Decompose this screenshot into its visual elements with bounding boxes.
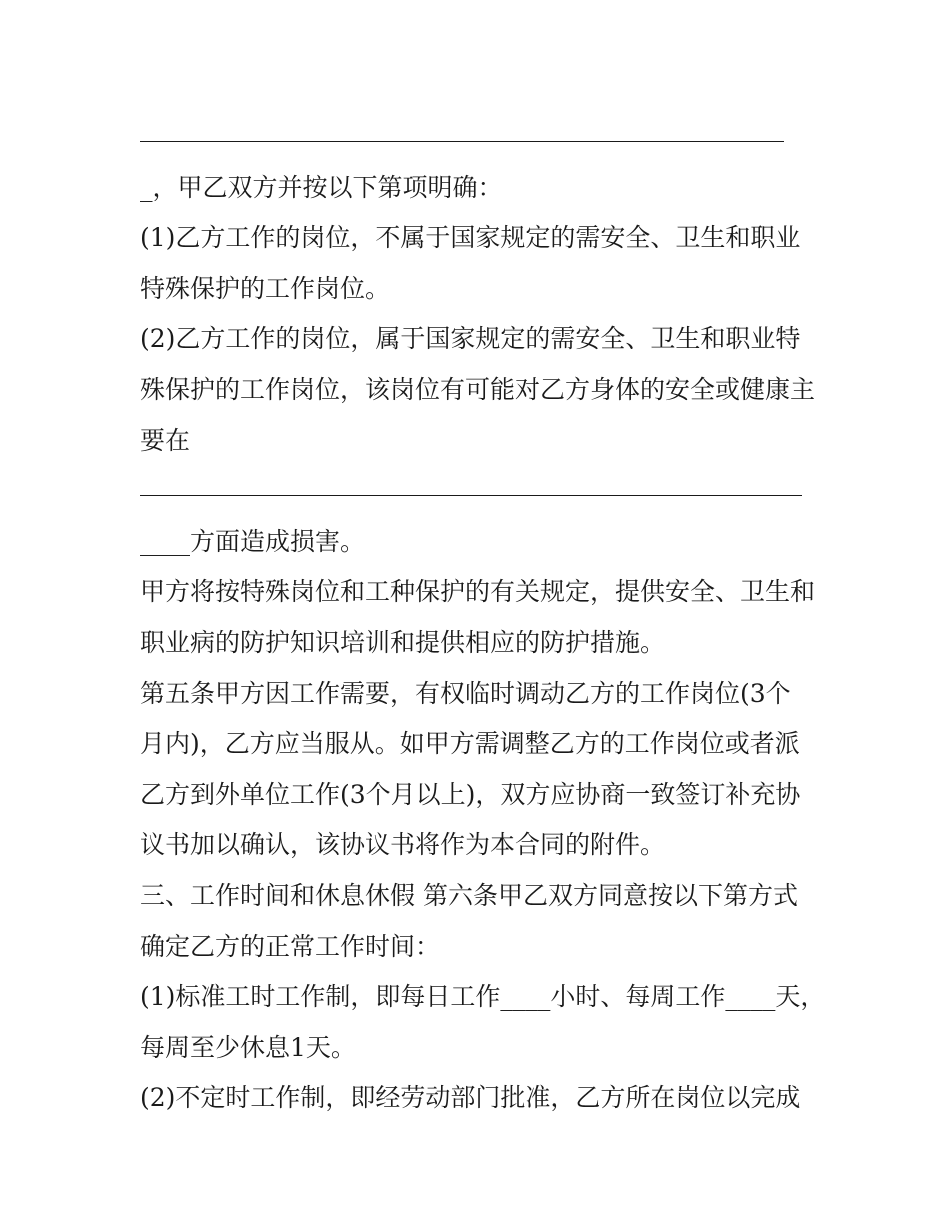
document-line: (1)乙方工作的岗位，不属于国家规定的需安全、卫生和职业 [140,223,801,253]
document-line: 三、工作时间和休息休假 第六条甲乙双方同意按以下第方式 [140,880,798,910]
document-line: 殊保护的工作岗位，该岗位有可能对乙方身体的安全或健康主 [140,374,816,404]
underline-bar [140,495,802,496]
document-line: 特殊保护的工作岗位。 [140,273,391,303]
document-line: 乙方到外单位工作(3个月以上)，双方应协商一致签订补充协 [140,779,801,809]
document-line: 每周至少休息1天。 [140,1032,356,1062]
document-line: 甲方将按特殊岗位和工种保护的有关规定，提供安全、卫生和 [140,577,816,607]
document-line: (2)不定时工作制，即经劳动部门批准，乙方所在岗位以完成 [140,1083,801,1113]
document-line: (2)乙方工作的岗位，属于国家规定的需安全、卫生和职业特 [140,324,801,354]
blank-fill-rule [140,112,830,163]
document-line: 要在 [140,425,191,455]
document-line: ____方面造成损害。 [140,526,366,556]
document-line: 月内)，乙方应当服从。如甲方需调整乙方的工作岗位或者派 [140,729,800,759]
document-body [140,112,830,1124]
document-line: (1)标准工时工作制，即每日工作____小时、每周工作____天， [140,982,826,1012]
underline-bar [140,141,784,142]
blank-fill-rule [140,466,830,517]
document-line: 职业病的防护知识培训和提供相应的防护措施。 [140,627,666,657]
document-line: 第五条甲方因工作需要，有权临时调动乙方的工作岗位(3个 [140,678,791,708]
document-line: 确定乙方的正常工作时间： [140,931,441,961]
document-line: _，甲乙双方并按以下第项明确： [140,172,503,202]
document-line: 议书加以确认，该协议书将作为本合同的附件。 [140,830,666,860]
